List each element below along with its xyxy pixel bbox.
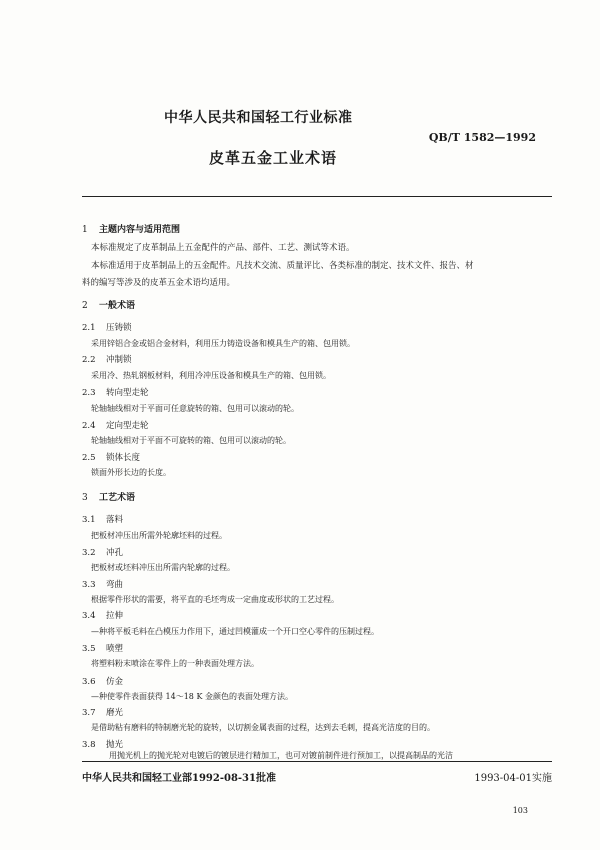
clause-definition: 轮轴轴线相对于平面不可旋转的箱、包用可以滚动的轮。 <box>91 436 291 445</box>
clause-term: 2.4 定向型走轮 <box>82 421 149 431</box>
approval-line: 中华人民共和国轻工业部1992-08-31批准 <box>82 773 276 784</box>
clause-definition: 将塑料粉末喷涂在零件上的一种表面处理方法。 <box>91 659 259 668</box>
document-title: 皮革五金工业术语 <box>209 149 338 167</box>
clause-definition: 采用冷、热轧钢板材料，利用冷冲压设备和模具生产的箱、包用锁。 <box>91 371 331 380</box>
clause-term: 3.4 拉伸 <box>82 611 124 621</box>
section-heading: 2 一般术语 <box>82 301 136 311</box>
clause-term: 3.6 仿金 <box>82 677 124 687</box>
effective-date: 1993-04-01实施 <box>474 773 552 784</box>
section-heading: 1 主题内容与适用范围 <box>82 225 181 235</box>
page-number: 103 <box>512 806 528 815</box>
clause-term: 2.3 转向型走轮 <box>82 388 149 398</box>
clause-definition: 用抛光机上的抛光轮对电镀后的镀层进行精加工，也可对镀前制件进行预加工，以提高制品的光洁 <box>109 751 453 760</box>
paragraph: 本标准规定了皮革制品上五金配件的产品、部件、工艺、测试等术语。 <box>91 243 355 253</box>
clause-term: 3.3 弯曲 <box>82 580 124 590</box>
clause-definition: 采用锌铝合金或铝合金材料，利用压力铸造设备和模具生产的箱、包用锁。 <box>91 339 355 348</box>
clause-term: 2.5 锁体长度 <box>82 453 141 463</box>
clause-definition: 把板材冲压出所需外轮廓坯料的过程。 <box>91 531 227 540</box>
clause-term: 2.1 压铸锁 <box>82 323 132 333</box>
paragraph: 本标准适用于皮革制品上的五金配件。凡技术交流、质量评比、各类标准的制定、技术文件、报告、材 <box>91 261 474 271</box>
clause-definition: —种将平板毛料在凸模压力作用下，通过凹模灌成一个开口空心零件的压制过程。 <box>91 627 379 636</box>
clause-term: 3.8 抛光 <box>82 740 124 750</box>
clause-term: 3.1 落料 <box>82 515 124 525</box>
clause-term: 2.2 冲制锁 <box>82 355 132 365</box>
clause-term: 3.2 冲孔 <box>82 548 124 558</box>
issuing-organization: 中华人民共和国轻工行业标准 <box>164 110 353 126</box>
section-heading: 3 工艺术语 <box>82 493 136 503</box>
clause-definition: 把板材或坯料冲压出所需内轮廓的过程。 <box>91 563 235 572</box>
clause-definition: 是借助粘有磨料的特制磨光轮的旋转，以切割金属表面的过程，达到去毛刺，提高光洁度的目的。 <box>91 723 435 732</box>
paragraph: 料的编写等涉及的皮革五金术语均适用。 <box>82 278 236 288</box>
clause-definition: —种使零件表面获得 14～18 K 金颜色的表面处理方法。 <box>91 692 293 701</box>
clause-term: 3.7 磨光 <box>82 708 124 718</box>
footer-divider <box>82 761 552 762</box>
clause-term: 3.5 喷塑 <box>82 644 124 654</box>
standard-code: QB/T 1582—1992 <box>428 131 536 144</box>
clause-definition: 轮轴轴线相对于平面可任意旋转的箱、包用可以滚动的轮。 <box>91 404 299 413</box>
clause-definition: 根据零件形状的需要，将平直的毛坯弯成一定曲度或形状的工艺过程。 <box>91 595 339 604</box>
header-divider <box>82 196 552 197</box>
clause-definition: 锁面外形长边的长度。 <box>91 468 171 477</box>
